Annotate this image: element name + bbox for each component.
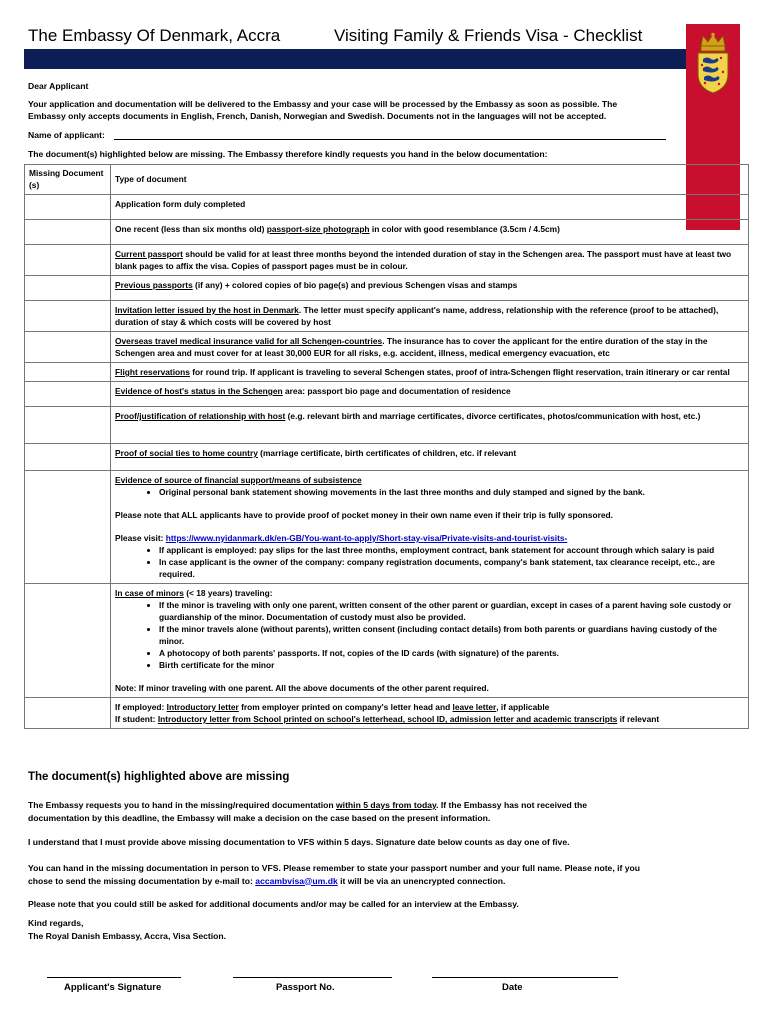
danish-royal-crest-icon (693, 32, 733, 96)
visit-line: Please visit: https://www.nyidanmark.dk/en-GB/You-want-to-apply/Short-stay-visa/Private-visits-and-tourist-visits- (115, 533, 568, 543)
missing-checkbox-cell[interactable] (25, 195, 111, 220)
checklist-table (24, 164, 749, 729)
table-row: If employed: Introductory letter from employer printed on company's letter head and leave letter, if applicable If student: Introductory letter from School printed on school's letterhead, school ID, admission letter and academic transcripts if relevant (25, 698, 749, 729)
header-left-title: The Embassy Of Denmark, Accra (28, 26, 281, 45)
passport-no-label: Passport No. (276, 982, 335, 993)
table-row: Flight reservations for round trip. If applicant is traveling to several Schengen states, proof of intra-Schengen flight reservation, train itinerary or car rental (25, 363, 749, 382)
table-row: Proof of social ties to home country (marriage certificate, birth certificates of children, etc. if relevant (25, 444, 749, 471)
missing-checkbox-cell[interactable] (25, 332, 111, 363)
row-social-ties-title: Proof of social ties to home country (115, 448, 258, 458)
paragraph-handin: You can hand in the missing documentation in person to VFS. Please remember to state your passport number and your full name. Please note, if you chose to send the missing documentation by e-mail to: accambvisa@um.dk it will be via an unencrypted connection. (28, 863, 641, 886)
missing-checkbox-cell[interactable] (25, 363, 111, 382)
table-row (25, 195, 749, 220)
date-line[interactable] (432, 977, 618, 978)
row-student-title: Introductory letter from School printed on school's letterhead, school ID, admission letter and academic transcripts (157, 714, 618, 724)
signature-line[interactable] (47, 977, 181, 978)
list-item: • If the minor travels alone (without parents), written consent (including contact details) from both parents or guardians having custody of the minor. (159, 623, 744, 647)
name-of-applicant (28, 129, 105, 142)
table-row: One recent (less than six months old) passport-size photograph in color with good resemblance (3.5cm / 4.5cm) (25, 220, 749, 245)
list-item: • Original personal bank statement showing movements in the last three months and duly stamped and signed by the bank. (159, 486, 744, 498)
missing-checkbox-cell[interactable] (25, 471, 111, 584)
table-row: Invitation letter issued by the host in Denmark. The letter must specify applicant's name, address, relationship with the reference (proof to be attached), duration of stay & which costs will be covered by host (25, 301, 749, 332)
missing-subheading: The document(s) highlighted above are missing (28, 771, 290, 783)
col-type-header: Type of document (111, 165, 749, 195)
missing-checkbox-cell[interactable] (25, 407, 111, 444)
name-input-line[interactable] (114, 139, 666, 140)
table-row: Proof/justification of relationship with host (e.g. relevant birth and marriage certificates, divorce certificates, photos/communication with host, etc.) (25, 407, 749, 444)
list-item: • If the minor is traveling with only one parent, written consent of the other parent or guardian, except in cases of a parent having sole custody or guardianship of the minor. Documentation of custody must also be provided. (159, 599, 744, 623)
table-row: Current passport should be valid for at least three months beyond the intended duration of stay in the Schengen area. The passport must have at least two blank pages to affix the visa. Copies of passport pages must be in colour. (25, 245, 749, 276)
nyidanmark-link[interactable]: https://www.nyidanmark.dk/en-GB/You-want-to-apply/Short-stay-visa/Private-visits-and-tourist-visits- (165, 533, 568, 543)
name-label: Name of applicant: (28, 130, 105, 140)
intro-line-1: Your application and documentation will be delivered to the Embassy and your case will be processed by the Embassy as soon as possible. The (28, 99, 618, 109)
minors-note: Note: If minor traveling with one parent. All the above documents of the other parent required. (115, 683, 489, 693)
passport-no-line[interactable] (233, 977, 392, 978)
row-host-status-title: Evidence of host's status in the Schengen (115, 386, 283, 396)
list-item: • If applicant is employed: pay slips for the last three months, employment contract, bank statement for account through which salary is paid (159, 544, 744, 556)
list-item: • Birth certificate for the minor (159, 659, 744, 671)
row-invitation-title: Invitation letter issued by the host in Denmark (115, 305, 299, 315)
row-passport-title: Current passport (115, 249, 183, 259)
table-row: Overseas travel medical insurance valid for all Schengen-countries. The insurance has to cover the applicant for the entire duration of the stay in the Schengen area and must cover for at least 30,000 EUR for all risks, e.g. accident, illness, medical emergency evacuation, etc (25, 332, 749, 363)
paragraph-additional: Please note that you could still be asked for additional documents and/or may be called for an interview at the Embassy. (28, 899, 519, 909)
pocket-money-note: Please note that ALL applicants have to provide proof of pocket money in their own name even if their trip is fully sponsored. (115, 510, 613, 520)
table-row: Evidence of host's status in the Schengen area: passport bio page and documentation of residence (25, 382, 749, 407)
table-row: In case of minors (< 18 years) traveling: • If the minor is traveling with only one parent, written consent of the other parent or guardian, except in cases of a parent having sole custody or guardianship of the minor. Documentation of custody must also be provided. • If the minor travels alone (without parents), written consent (including contact details) from both parents or guardians having custody of the minor. • A photocopy of both parents' passports. If not, copies of the ID cards (with signature) of the parents. • Birth certificate for the minor Note: If minor traveling with one parent. All the above documents of the other parent required. (25, 584, 749, 698)
missing-checkbox-cell[interactable] (25, 245, 111, 276)
closing: Kind regards, The Royal Danish Embassy, Accra, Visa Section. (28, 918, 227, 941)
missing-checkbox-cell[interactable] (25, 444, 111, 471)
table-row: Previous passports (if any) + colored copies of bio page(s) and previous Schengen visas and stamps (25, 276, 749, 301)
row-minors-title: In case of minors (115, 588, 184, 598)
header-right-title: Visiting Family & Friends Visa - Checklist (334, 26, 643, 45)
list-item: • In case applicant is the owner of the company: company registration documents, company's bank statement, tax clearance receipt, etc., are required. (159, 556, 744, 580)
paragraph-deadline: The Embassy requests you to hand in the missing/required documentation within 5 days from today. If the Embassy has not received the documentation by this deadline, the Embassy will make a decision on the case based on the present information. (28, 800, 588, 823)
date-label: Date (502, 982, 523, 993)
deadline-emphasis: within 5 days from today (336, 800, 437, 810)
row-previous-passports-title: Previous passports (115, 280, 193, 290)
col-missing-header: Missing Document (s) (25, 165, 111, 195)
table-row (25, 471, 749, 584)
table-header-row (25, 165, 749, 195)
row-insurance-title: Overseas travel medical insurance valid for all Schengen-countries (115, 336, 383, 346)
list-item: • A photocopy of both parents' passports. If not, copies of the ID cards (with signature) of the parents. (159, 647, 744, 659)
missing-checkbox-cell[interactable] (25, 220, 111, 245)
row-financial-title: Evidence of source of financial support/means of subsistence (115, 475, 362, 485)
missing-checkbox-cell[interactable] (25, 276, 111, 301)
missing-checkbox-cell[interactable] (25, 584, 111, 698)
paragraph-vfs: I understand that I must provide above missing documentation to VFS within 5 days. Signature date below counts as day one of five. (28, 837, 570, 847)
row-photo-title: passport-size photograph (266, 224, 370, 234)
intro-line-2: Embassy only accepts documents in English, French, Danish, Norwegian and Swedish. Documents not in the languages will not be accepted. (28, 111, 607, 121)
highlight-note: The document(s) highlighted below are missing. The Embassy therefore kindly requests you hand in the below documentation: (28, 149, 548, 159)
row-relationship-title: Proof/justification of relationship with host (115, 411, 286, 421)
row-flight-title: Flight reservations (115, 367, 190, 377)
missing-checkbox-cell[interactable] (25, 301, 111, 332)
signature-label: Applicant's Signature (64, 982, 162, 993)
greeting: Dear Applicant (28, 81, 89, 91)
embassy-email-link[interactable]: accambvisa@um.dk (255, 875, 338, 886)
row-application-form: Application form duly completed (115, 199, 246, 209)
missing-checkbox-cell[interactable] (25, 698, 111, 729)
missing-checkbox-cell[interactable] (25, 382, 111, 407)
header-bar (24, 49, 686, 69)
